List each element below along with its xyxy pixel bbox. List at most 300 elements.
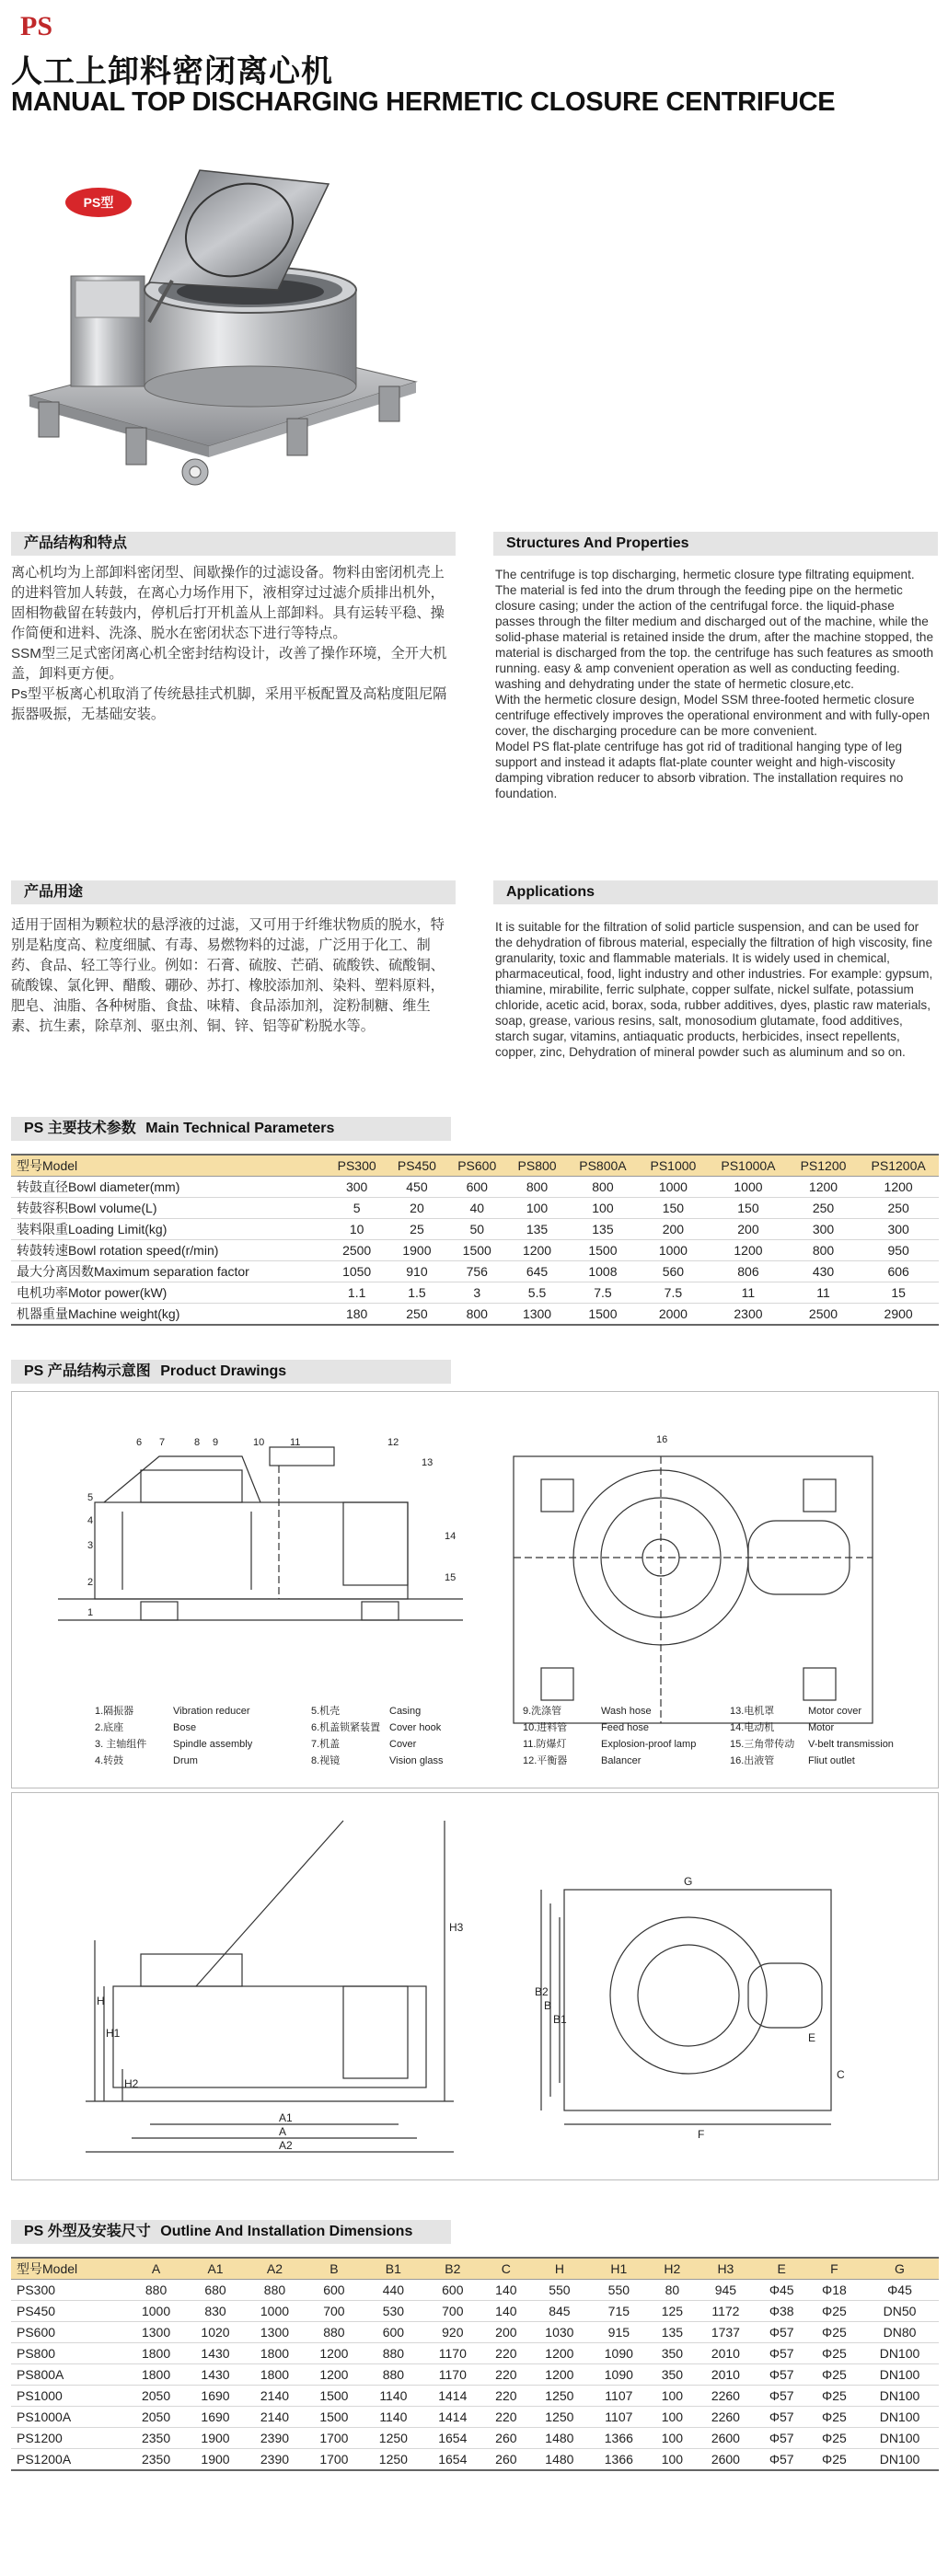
structure-cn-p2: SSM型三足式密闭离心机全密封结构设计，改善了操作环境，全开大机盖，卸料更方便。 bbox=[11, 646, 447, 682]
dimension-label: A2 bbox=[279, 2139, 293, 2152]
dims-cell: 1250 bbox=[364, 2449, 422, 2471]
params-cell: 910 bbox=[387, 1261, 446, 1282]
dims-cell: 880 bbox=[364, 2364, 422, 2386]
dims-cell: Φ57 bbox=[756, 2322, 808, 2343]
dims-cell: Φ57 bbox=[756, 2364, 808, 2386]
dims-cell: 260 bbox=[482, 2428, 530, 2449]
dims-cell: PS800A bbox=[11, 2364, 126, 2386]
svg-text:4: 4 bbox=[87, 1515, 94, 1526]
structure-en-p1: The centrifuge is top discharging, hermetic closure type filtrating equipment. The material is fed into the drum through the feeding pipe on the hermetic closure casing; under the action of the centrifugal force. the liquid-phase passes through the filter medium and discharged out of the machine, while the solid-phase material is retained inside the drum, after the machine stopped, the material is discharged from the top. the centrifuge has such features as smooth running. easy & amp convenient operation as well as conducting feeding. washing and dehydrating under the state of hermetic closure,etc. bbox=[495, 568, 934, 691]
params-header-cell: PS1200A bbox=[858, 1155, 939, 1177]
parts-legend bbox=[95, 1704, 894, 1766]
dims-cell: 440 bbox=[364, 2280, 422, 2301]
dims-cell: 1300 bbox=[126, 2322, 185, 2343]
legend-item-en: Bose bbox=[173, 1722, 197, 1733]
dims-cell: DN50 bbox=[861, 2301, 939, 2322]
dims-cell: 880 bbox=[305, 2322, 364, 2343]
params-cell: 800 bbox=[567, 1177, 638, 1198]
dims-header-cell: 型号Model bbox=[11, 2258, 126, 2280]
params-cell: 250 bbox=[858, 1198, 939, 1219]
structure-en-p3: Model PS flat-plate centrifuge has got rid of traditional hanging type of leg support and instead it adapts flat-plate counter weight and high-viscosity damping vibration reducer to absorb vibration. The installation requires no foundation. bbox=[495, 740, 904, 800]
legend-item-en: Drum bbox=[173, 1755, 198, 1766]
legend-item-en: Feed hose bbox=[601, 1722, 649, 1733]
dims-cell: 2010 bbox=[696, 2364, 755, 2386]
params-cell: 2900 bbox=[858, 1304, 939, 1326]
dims-cell: 1690 bbox=[186, 2407, 245, 2428]
dimension-drawing bbox=[12, 1793, 938, 2179]
dims-cell: 100 bbox=[649, 2407, 697, 2428]
dims-cell: 600 bbox=[364, 2322, 422, 2343]
dims-cell: Φ25 bbox=[808, 2301, 861, 2322]
dims-cell: 1140 bbox=[364, 2386, 422, 2407]
legend-item-cn: 5.机壳 bbox=[311, 1706, 341, 1717]
dims-cell: 600 bbox=[305, 2280, 364, 2301]
params-cell: 2000 bbox=[639, 1304, 708, 1326]
dims-cell: 1200 bbox=[305, 2343, 364, 2364]
legend-item-cn: 8.视镜 bbox=[311, 1755, 341, 1766]
structure-drawing-panel bbox=[11, 1391, 939, 1788]
dims-row bbox=[11, 2386, 939, 2407]
params-cell: 1200 bbox=[789, 1177, 858, 1198]
dims-cell: Φ18 bbox=[808, 2280, 861, 2301]
params-cell: 25 bbox=[387, 1219, 446, 1240]
dims-cell: 100 bbox=[649, 2386, 697, 2407]
params-cell: 150 bbox=[639, 1198, 708, 1219]
svg-text:13: 13 bbox=[422, 1457, 434, 1468]
params-cell: 转鼓直径Bowl diameter(mm) bbox=[11, 1177, 327, 1198]
dims-row bbox=[11, 2364, 939, 2386]
structure-text-en bbox=[495, 567, 937, 801]
params-cell: 转鼓转速Bowl rotation speed(r/min) bbox=[11, 1240, 327, 1261]
dims-cell: 2050 bbox=[126, 2407, 185, 2428]
params-cell: 430 bbox=[789, 1261, 858, 1282]
dims-cell: 830 bbox=[186, 2301, 245, 2322]
dims-cell: 945 bbox=[696, 2280, 755, 2301]
dims-cell: Φ45 bbox=[756, 2280, 808, 2301]
legend-item-en: Motor bbox=[808, 1722, 835, 1733]
dims-cell: 920 bbox=[423, 2322, 482, 2343]
params-cell: 606 bbox=[858, 1261, 939, 1282]
params-cell: 15 bbox=[858, 1282, 939, 1304]
legend-item-cn: 13.电机罩 bbox=[730, 1706, 775, 1717]
dimension-label: H2 bbox=[124, 2077, 139, 2090]
structure-cn-p1: 离心机均为上部卸料密闭型、间歇操作的过滤设备。物料由密闭机壳上的进料管加人转鼓，在离心力场作用下，液相穿过过滤介质排出机外，固相物截留在转鼓内，停机后打开机盖从上部卸料。具有运转平稳、操作简便和进料、洗涤、脱水在密闭状态下进行等特点。 bbox=[11, 565, 445, 641]
params-cell: 2500 bbox=[789, 1304, 858, 1326]
dims-cell: 2600 bbox=[696, 2449, 755, 2471]
dims-cell: 220 bbox=[482, 2386, 530, 2407]
dims-cell: PS1000 bbox=[11, 2386, 126, 2407]
dims-row bbox=[11, 2407, 939, 2428]
dims-cell: 1800 bbox=[245, 2343, 304, 2364]
params-cell: 806 bbox=[708, 1261, 789, 1282]
dims-cell: 140 bbox=[482, 2280, 530, 2301]
dims-cell: Φ57 bbox=[756, 2407, 808, 2428]
svg-text:6: 6 bbox=[136, 1437, 143, 1448]
params-cell: 560 bbox=[639, 1261, 708, 1282]
params-cell: 645 bbox=[507, 1261, 567, 1282]
legend-item-en: Spindle assembly bbox=[173, 1739, 253, 1750]
drawings-heading bbox=[11, 1360, 451, 1384]
dimension-label: E bbox=[808, 2031, 816, 2044]
dims-cell: 1700 bbox=[305, 2449, 364, 2471]
dims-cell: 700 bbox=[423, 2301, 482, 2322]
params-row bbox=[11, 1282, 939, 1304]
dims-cell: 1172 bbox=[696, 2301, 755, 2322]
dims-cell: 550 bbox=[530, 2280, 589, 2301]
dims-cell: 1250 bbox=[364, 2428, 422, 2449]
params-cell: 250 bbox=[387, 1304, 446, 1326]
params-cell: 300 bbox=[789, 1219, 858, 1240]
params-table bbox=[11, 1154, 939, 1326]
params-cell: 40 bbox=[447, 1198, 507, 1219]
dims-header-cell: A1 bbox=[186, 2258, 245, 2280]
dimension-label: A bbox=[279, 2125, 287, 2138]
dims-cell: 1800 bbox=[126, 2364, 185, 2386]
applications-heading-en: Applications bbox=[493, 880, 938, 904]
legend-item-cn: 15.三角带传动 bbox=[730, 1739, 795, 1750]
svg-text:14: 14 bbox=[445, 1531, 457, 1542]
legend-item-cn: 12.平衡器 bbox=[523, 1755, 568, 1766]
params-cell: 800 bbox=[789, 1240, 858, 1261]
params-cell: 1500 bbox=[567, 1304, 638, 1326]
dims-cell: Φ25 bbox=[808, 2343, 861, 2364]
dims-cell: Φ25 bbox=[808, 2322, 861, 2343]
params-cell: 1300 bbox=[507, 1304, 567, 1326]
dims-cell: 1480 bbox=[530, 2449, 589, 2471]
params-cell: 1.1 bbox=[327, 1282, 387, 1304]
params-cell: 135 bbox=[507, 1219, 567, 1240]
dims-table bbox=[11, 2257, 939, 2471]
legend-item-en: Balancer bbox=[601, 1755, 642, 1766]
dimension-label: H1 bbox=[106, 2027, 121, 2040]
dims-header-cell: H1 bbox=[589, 2258, 648, 2280]
dims-cell: 1500 bbox=[305, 2386, 364, 2407]
params-row bbox=[11, 1304, 939, 1326]
dims-cell: 1700 bbox=[305, 2428, 364, 2449]
svg-text:2: 2 bbox=[87, 1577, 94, 1588]
dims-cell: 715 bbox=[589, 2301, 648, 2322]
dims-cell: 220 bbox=[482, 2407, 530, 2428]
dims-cell: 1414 bbox=[423, 2407, 482, 2428]
dims-cell: 1690 bbox=[186, 2386, 245, 2407]
params-header-cell: PS800 bbox=[507, 1155, 567, 1177]
params-cell: 1200 bbox=[507, 1240, 567, 1261]
dims-cell: 1020 bbox=[186, 2322, 245, 2343]
dims-cell: 220 bbox=[482, 2343, 530, 2364]
dims-row bbox=[11, 2428, 939, 2449]
dims-cell: 100 bbox=[649, 2449, 697, 2471]
structure-heading-en: Structures And Properties bbox=[493, 532, 938, 556]
applications-en-p1: It is suitable for the filtration of solid particle suspension, and can be used for the dehydration of fibrous material, especially the filtration of high viscosity, fine granularity, toxic and flammable materials. It is widely used in chemical, pharmaceutical, food, light industry and other industries. For example: gypsum, thiamine, mirabilite, ferric sulphate, copper sulfate, nickel sulfate, potassium chloride, acetic acid, borax, soda, rubber additives, dyes, plastic raw materials, soap, grease, various resins, salt, monosodium glutamate, food additives, starch sugar, vitamins, antiaquatic products, herbicides, insect repellents, copper, zinc, Dehydration of mineral powder such as aluminum and so on. bbox=[495, 920, 933, 1059]
dims-cell: 1654 bbox=[423, 2449, 482, 2471]
page-title-en: MANUAL TOP DISCHARGING HERMETIC CLOSURE CENTRIFUCE bbox=[11, 87, 836, 117]
dims-header-cell: B bbox=[305, 2258, 364, 2280]
structure-heading-cn: 产品结构和特点 bbox=[11, 532, 456, 556]
dims-cell: Φ25 bbox=[808, 2449, 861, 2471]
legend-item-en: Cover hook bbox=[389, 1722, 442, 1733]
params-header-row bbox=[11, 1155, 939, 1177]
legend-item-cn: 16.出液管 bbox=[730, 1755, 775, 1766]
params-cell: 11 bbox=[789, 1282, 858, 1304]
dims-cell: 220 bbox=[482, 2364, 530, 2386]
applications-heading-cn: 产品用途 bbox=[11, 880, 456, 904]
dims-cell: 2140 bbox=[245, 2386, 304, 2407]
dims-cell: PS1200A bbox=[11, 2449, 126, 2471]
dimension-label: B2 bbox=[535, 1985, 549, 1998]
dims-cell: 1200 bbox=[530, 2364, 589, 2386]
dims-cell: 1107 bbox=[589, 2386, 648, 2407]
dims-cell: 1170 bbox=[423, 2343, 482, 2364]
structure-cn-p3: Ps型平板离心机取消了传统悬挂式机脚，采用平板配置及高粘度阻尼隔振器吸振，无基础安装。 bbox=[11, 686, 447, 722]
params-row bbox=[11, 1198, 939, 1219]
dims-cell: 2350 bbox=[126, 2449, 185, 2471]
params-heading-en: Main Technical Parameters bbox=[145, 1121, 335, 1136]
dims-cell: 1366 bbox=[589, 2449, 648, 2471]
params-cell: 800 bbox=[447, 1304, 507, 1326]
params-cell: 1008 bbox=[567, 1261, 638, 1282]
dims-cell: 1000 bbox=[245, 2301, 304, 2322]
dims-cell: DN100 bbox=[861, 2343, 939, 2364]
dimension-label: F bbox=[698, 2128, 705, 2141]
params-cell: 装料限重Loading Limit(kg) bbox=[11, 1219, 327, 1240]
svg-text:15: 15 bbox=[445, 1572, 457, 1583]
dims-cell: 1250 bbox=[530, 2386, 589, 2407]
params-header-cell: PS1000 bbox=[639, 1155, 708, 1177]
dims-cell: 2260 bbox=[696, 2386, 755, 2407]
drawings-heading-en: Product Drawings bbox=[160, 1363, 287, 1379]
dims-cell: DN80 bbox=[861, 2322, 939, 2343]
dimension-label: C bbox=[837, 2068, 845, 2081]
params-heading-cn: PS 主要技术参数 bbox=[24, 1121, 136, 1136]
params-cell: 300 bbox=[858, 1219, 939, 1240]
params-row bbox=[11, 1219, 939, 1240]
dims-cell: 680 bbox=[186, 2280, 245, 2301]
dims-cell: Φ57 bbox=[756, 2386, 808, 2407]
params-header-cell: PS800A bbox=[567, 1155, 638, 1177]
params-cell: 1050 bbox=[327, 1261, 387, 1282]
params-cell: 600 bbox=[447, 1177, 507, 1198]
params-cell: 756 bbox=[447, 1261, 507, 1282]
dims-header-cell: A2 bbox=[245, 2258, 304, 2280]
params-cell: 电机功率Motor power(kW) bbox=[11, 1282, 327, 1304]
dims-cell: DN100 bbox=[861, 2449, 939, 2471]
dims-cell: 2390 bbox=[245, 2449, 304, 2471]
legend-item-cn: 14.电动机 bbox=[730, 1722, 775, 1733]
dims-cell: 2600 bbox=[696, 2428, 755, 2449]
dims-cell: 1200 bbox=[530, 2343, 589, 2364]
dims-cell: 1170 bbox=[423, 2364, 482, 2386]
dims-cell: Φ25 bbox=[808, 2386, 861, 2407]
params-cell: 200 bbox=[708, 1219, 789, 1240]
dims-cell: 1737 bbox=[696, 2322, 755, 2343]
params-cell: 转鼓容积Bowl volume(L) bbox=[11, 1198, 327, 1219]
params-cell: 135 bbox=[567, 1219, 638, 1240]
params-cell: 180 bbox=[327, 1304, 387, 1326]
structure-text-cn bbox=[11, 563, 456, 725]
dims-cell: 2140 bbox=[245, 2407, 304, 2428]
dims-header-cell: H3 bbox=[696, 2258, 755, 2280]
dims-header-cell: H2 bbox=[649, 2258, 697, 2280]
dims-cell: 880 bbox=[126, 2280, 185, 2301]
legend-item-cn: 9.洗涤管 bbox=[523, 1706, 562, 1717]
dims-cell: 845 bbox=[530, 2301, 589, 2322]
dims-cell: 125 bbox=[649, 2301, 697, 2322]
legend-item-en: Vibration reducer bbox=[173, 1706, 250, 1717]
dims-cell: 1030 bbox=[530, 2322, 589, 2343]
dims-cell: 700 bbox=[305, 2301, 364, 2322]
params-cell: 20 bbox=[387, 1198, 446, 1219]
params-cell: 5.5 bbox=[507, 1282, 567, 1304]
params-cell: 11 bbox=[708, 1282, 789, 1304]
params-header-cell: PS600 bbox=[447, 1155, 507, 1177]
params-cell: 1500 bbox=[447, 1240, 507, 1261]
dims-header-cell: B2 bbox=[423, 2258, 482, 2280]
dims-row bbox=[11, 2343, 939, 2364]
params-cell: 10 bbox=[327, 1219, 387, 1240]
drawings-heading-cn: PS 产品结构示意图 bbox=[24, 1363, 151, 1379]
dims-row bbox=[11, 2301, 939, 2322]
legend-item-en: Cover bbox=[389, 1739, 417, 1750]
params-cell: 1000 bbox=[639, 1240, 708, 1261]
dimension-label: G bbox=[684, 1875, 693, 1888]
params-header-cell: 型号Model bbox=[11, 1155, 327, 1177]
dims-heading-cn: PS 外型及安装尺寸 bbox=[24, 2224, 151, 2239]
params-cell: 1000 bbox=[708, 1177, 789, 1198]
dims-cell: Φ57 bbox=[756, 2449, 808, 2471]
svg-text:1: 1 bbox=[87, 1607, 94, 1618]
dims-cell: 1654 bbox=[423, 2428, 482, 2449]
legend-item-cn: 11.防爆灯 bbox=[523, 1739, 567, 1750]
dims-cell: 880 bbox=[364, 2343, 422, 2364]
legend-item-cn: 4.转鼓 bbox=[95, 1755, 124, 1766]
dims-heading-en: Outline And Installation Dimensions bbox=[160, 2224, 413, 2239]
params-cell: 800 bbox=[507, 1177, 567, 1198]
params-cell: 450 bbox=[387, 1177, 446, 1198]
dimension-drawing-panel bbox=[11, 1792, 939, 2180]
dims-cell: 2260 bbox=[696, 2407, 755, 2428]
dims-header-cell: G bbox=[861, 2258, 939, 2280]
dims-cell: 1900 bbox=[186, 2449, 245, 2471]
params-header-cell: PS1200 bbox=[789, 1155, 858, 1177]
dims-cell: PS800 bbox=[11, 2343, 126, 2364]
product-photo bbox=[11, 152, 444, 497]
dims-cell: DN100 bbox=[861, 2407, 939, 2428]
params-cell: 最大分离因数Maximum separation factor bbox=[11, 1261, 327, 1282]
brand-mark: PS bbox=[20, 11, 53, 41]
params-header-cell: PS300 bbox=[327, 1155, 387, 1177]
structure-drawing bbox=[12, 1392, 938, 1788]
dims-cell: 200 bbox=[482, 2322, 530, 2343]
photo-badge: PS型 bbox=[83, 195, 114, 210]
params-cell: 1.5 bbox=[387, 1282, 446, 1304]
dims-cell: 260 bbox=[482, 2449, 530, 2471]
params-cell: 100 bbox=[567, 1198, 638, 1219]
svg-text:11: 11 bbox=[290, 1437, 301, 1448]
dims-cell: 2050 bbox=[126, 2386, 185, 2407]
legend-item-cn: 3. 主轴组件 bbox=[95, 1739, 147, 1750]
dims-cell: 880 bbox=[245, 2280, 304, 2301]
applications-text-en bbox=[495, 919, 937, 1060]
dims-cell: 140 bbox=[482, 2301, 530, 2322]
svg-text:7: 7 bbox=[159, 1437, 166, 1448]
dims-cell: 1300 bbox=[245, 2322, 304, 2343]
legend-item-cn: 7.机盖 bbox=[311, 1739, 341, 1750]
legend-item-en: V-belt transmission bbox=[808, 1739, 894, 1750]
params-cell: 2300 bbox=[708, 1304, 789, 1326]
dims-cell: 550 bbox=[589, 2280, 648, 2301]
dims-cell: PS300 bbox=[11, 2280, 126, 2301]
dims-header-cell: H bbox=[530, 2258, 589, 2280]
dims-cell: Φ45 bbox=[861, 2280, 939, 2301]
dims-cell: PS600 bbox=[11, 2322, 126, 2343]
params-cell: 50 bbox=[447, 1219, 507, 1240]
dims-header-cell: F bbox=[808, 2258, 861, 2280]
svg-text:8: 8 bbox=[194, 1437, 201, 1448]
svg-text:9: 9 bbox=[213, 1437, 219, 1448]
legend-item-en: Wash hose bbox=[601, 1706, 652, 1717]
dims-header-cell: B1 bbox=[364, 2258, 422, 2280]
dims-cell: 1366 bbox=[589, 2428, 648, 2449]
params-cell: 1200 bbox=[858, 1177, 939, 1198]
dims-cell: PS450 bbox=[11, 2301, 126, 2322]
params-cell: 5 bbox=[327, 1198, 387, 1219]
dimension-label: B bbox=[544, 1999, 552, 2012]
svg-text:16: 16 bbox=[656, 1434, 668, 1445]
dims-header-cell: A bbox=[126, 2258, 185, 2280]
dims-cell: 135 bbox=[649, 2322, 697, 2343]
legend-item-en: Motor cover bbox=[808, 1706, 862, 1717]
dims-cell: 1200 bbox=[305, 2364, 364, 2386]
dimension-label: A1 bbox=[279, 2111, 293, 2124]
legend-item-en: Casing bbox=[389, 1706, 422, 1717]
dims-cell: 1250 bbox=[530, 2407, 589, 2428]
dimension-label: B1 bbox=[553, 2013, 567, 2026]
dims-cell: Φ57 bbox=[756, 2428, 808, 2449]
dims-cell: 1414 bbox=[423, 2386, 482, 2407]
params-heading bbox=[11, 1117, 451, 1141]
legend-item-en: Fliut outlet bbox=[808, 1755, 855, 1766]
dims-cell: 1800 bbox=[245, 2364, 304, 2386]
dims-cell: PS1000A bbox=[11, 2407, 126, 2428]
dims-heading bbox=[11, 2220, 451, 2244]
params-cell: 1900 bbox=[387, 1240, 446, 1261]
svg-text:5: 5 bbox=[87, 1492, 94, 1503]
dims-cell: Φ25 bbox=[808, 2407, 861, 2428]
dims-header-cell: C bbox=[482, 2258, 530, 2280]
dims-cell: 530 bbox=[364, 2301, 422, 2322]
svg-text:3: 3 bbox=[87, 1540, 94, 1551]
dims-cell: 1090 bbox=[589, 2343, 648, 2364]
dims-cell: 2390 bbox=[245, 2428, 304, 2449]
dims-cell: 1900 bbox=[186, 2428, 245, 2449]
dims-cell: 2350 bbox=[126, 2428, 185, 2449]
params-cell: 3 bbox=[447, 1282, 507, 1304]
legend-item-en: Vision glass bbox=[389, 1755, 444, 1766]
dims-header-cell: E bbox=[756, 2258, 808, 2280]
params-cell: 200 bbox=[639, 1219, 708, 1240]
dims-cell: 1140 bbox=[364, 2407, 422, 2428]
params-cell: 150 bbox=[708, 1198, 789, 1219]
params-row bbox=[11, 1177, 939, 1198]
applications-cn-p1: 适用于固相为颗粒状的悬浮液的过滤，又可用于纤维状物质的脱水，特别是粘度高、粒度细腻、有毒、易燃物料的过滤，广泛用于化工、制药、食品、轻工等行业。例如：石膏、硫胺、芒硝、硫酸铁、硫酸铜、硫酸镍、氯化钾、醋酸、硼砂、苏打、橡胶添加剂、染料、塑料原料，肥皂、油脂、各种树脂、食盐、味精、食品添加剂，淀粉制糖、维生素、抗生素，除草剂、驱虫剂、铜、锌、铝等矿粉脱水等。 bbox=[11, 917, 445, 1034]
dims-row bbox=[11, 2322, 939, 2343]
dims-cell: 1500 bbox=[305, 2407, 364, 2428]
legend-item-cn: 1.隔振器 bbox=[95, 1706, 134, 1717]
dims-cell: 915 bbox=[589, 2322, 648, 2343]
dims-header-row bbox=[11, 2258, 939, 2280]
dims-cell: DN100 bbox=[861, 2428, 939, 2449]
params-cell: 1200 bbox=[708, 1240, 789, 1261]
